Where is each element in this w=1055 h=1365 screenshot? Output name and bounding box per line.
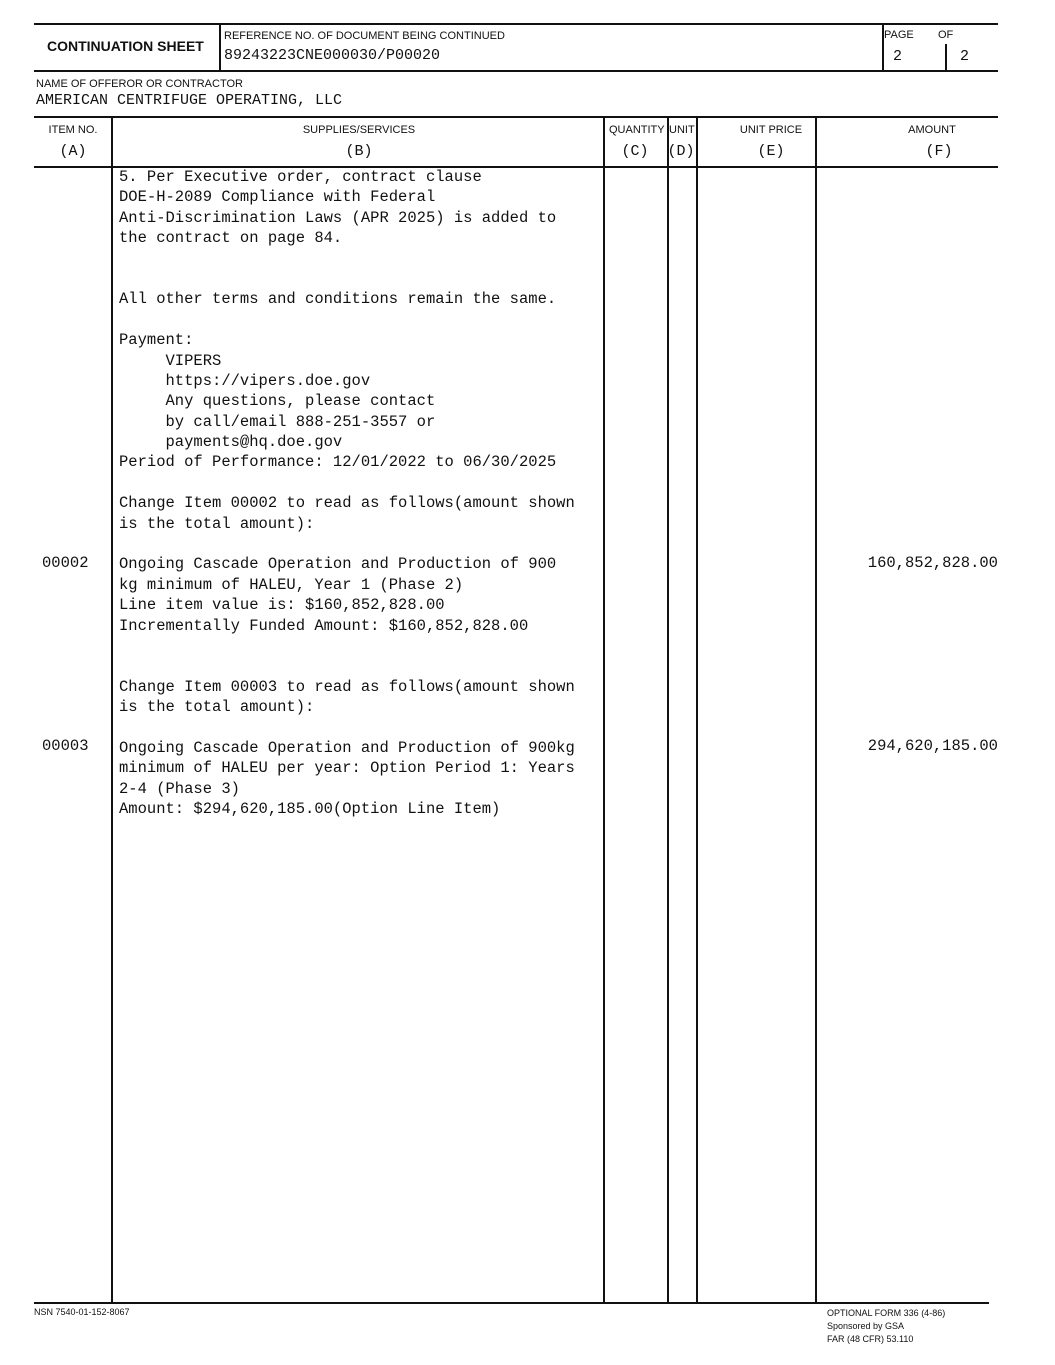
col-unit-price-code: (E) [757,143,785,160]
text-line [119,656,575,676]
divider-quantity-unit [667,116,669,1302]
text-line [119,269,575,289]
item-amount: 160,852,828.00 [867,554,998,572]
text-line: payments@hq.doe.gov [119,433,343,452]
offeror-label: NAME OF OFFEROR OR CONTRACTOR [36,78,243,90]
text-line: Incrementally Funded Amount: $160,852,828.00 [119,616,529,635]
text-line: Ongoing Cascade Operation and Production of 900 [119,555,557,574]
form-bottom-rule [34,1302,989,1304]
text-line: Change Item 00003 to read as follows(amount shown [119,677,575,696]
text-line: Payment: [119,331,194,350]
text-line [119,636,575,656]
of-label: OF [938,29,954,41]
text-line: Anti-Discrimination Laws (APR 2025) is added to [119,208,557,227]
text-line: Period of Performance: 12/01/2022 to 06/30/2025 [119,453,557,472]
text-line: Ongoing Cascade Operation and Production of 900kg [119,738,575,757]
text-line: is the total amount): [119,698,315,717]
text-line [119,718,575,738]
item-number: 00003 [42,737,89,755]
text-line [119,473,575,493]
header-divider-1 [219,23,221,71]
col-unit-label: UNIT [669,124,695,136]
col-item-code: (A) [59,143,87,160]
col-quantity-label: QUANTITY [609,124,665,136]
offeror-name: AMERICAN CENTRIFUGE OPERATING, LLC [36,92,343,109]
divider-item-supplies [111,116,113,1302]
text-line: Change Item 00002 to read as follows(amount shown [119,494,575,513]
text-line: is the total amount): [119,514,315,533]
col-unit-code: (D) [667,143,695,160]
nsn-number: NSN 7540-01-152-8067 [34,1307,130,1317]
text-line: All other terms and conditions remain the same. [119,290,557,309]
col-supplies-label: SUPPLIES/SERVICES [302,124,416,136]
divider-price-amount [815,116,817,1302]
sponsor-text: Sponsored by GSA [827,1321,905,1331]
col-unit-price-label: UNIT PRICE [739,124,803,136]
form-title: CONTINUATION SHEET [47,38,204,54]
col-amount-code: (F) [925,143,953,160]
divider-unit-price [696,116,698,1302]
text-line [119,310,575,330]
header-bottom-rule [34,70,998,72]
text-line: Amount: $294,620,185.00(Option Line Item) [119,800,501,819]
divider-supplies-quantity [603,116,605,1302]
reference-label: REFERENCE NO. OF DOCUMENT BEING CONTINUED [224,30,505,42]
col-amount-label: AMOUNT [908,124,956,136]
text-line: by call/email 888-251-3557 or [119,412,436,431]
text-line [119,534,575,554]
text-line: the contract on page 84. [119,229,343,248]
text-line: VIPERS [119,351,222,370]
columns-top-rule [34,116,998,118]
form-number: OPTIONAL FORM 336 (4-86) [827,1308,946,1318]
reference-number: 89243223CNE000030/P00020 [224,47,441,64]
text-line [119,249,575,269]
item-number: 00002 [42,554,89,572]
text-line: kg minimum of HALEU, Year 1 (Phase 2) [119,575,464,594]
page-total: 2 [960,48,970,65]
text-line: minimum of HALEU per year: Option Period 1: Years [119,759,575,778]
text-line: 2-4 (Phase 3) [119,779,240,798]
col-supplies-code: (B) [345,143,373,160]
page-label: PAGE [884,29,914,41]
far-reference: FAR (48 CFR) 53.110 [827,1334,914,1344]
text-line: https://vipers.doe.gov [119,371,371,390]
page-number: 2 [893,48,903,65]
text-line: 5. Per Executive order, contract clause [119,168,482,186]
page-of-divider [945,44,947,70]
text-line: Line item value is: $160,852,828.00 [119,596,445,615]
item-amount: 294,620,185.00 [867,737,998,755]
text-line: DOE-H-2089 Compliance with Federal [119,188,436,207]
supplies-services-text [119,167,575,820]
text-line: Any questions, please contact [119,392,436,411]
col-quantity-code: (C) [621,143,649,160]
header-top-rule [34,23,998,25]
col-item-label: ITEM NO. [48,124,98,136]
